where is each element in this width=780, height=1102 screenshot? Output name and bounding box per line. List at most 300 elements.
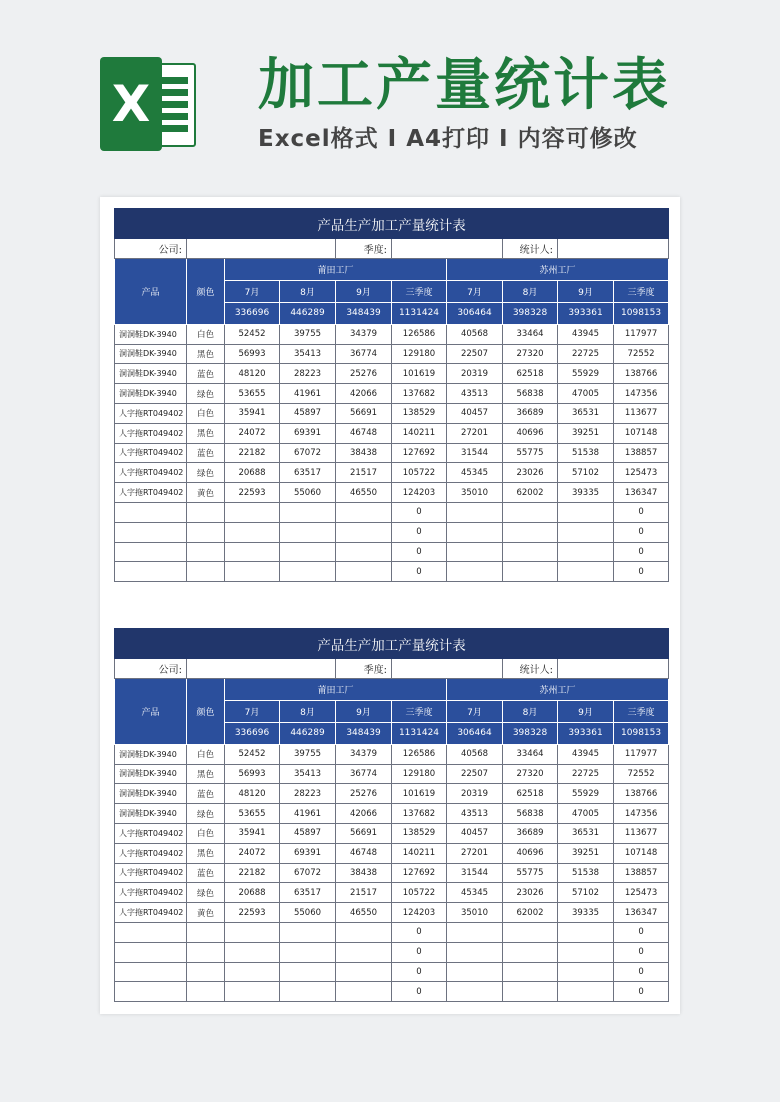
value-cell[interactable]: 62518 (503, 784, 558, 804)
header-month: 9月 (336, 700, 392, 722)
table-row (115, 384, 669, 404)
value-cell[interactable]: 22725 (558, 344, 614, 364)
value-cell[interactable]: 113677 (614, 823, 669, 843)
value-cell[interactable]: 33464 (503, 324, 558, 344)
value-cell[interactable]: 138529 (392, 823, 447, 843)
value-cell[interactable]: 27320 (503, 344, 558, 364)
product-cell[interactable] (115, 962, 187, 982)
value-cell[interactable] (503, 522, 558, 542)
value-cell[interactable]: 129180 (392, 764, 447, 784)
value-cell[interactable]: 72552 (614, 344, 669, 364)
value-cell[interactable]: 56838 (503, 384, 558, 404)
value-cell[interactable] (503, 982, 558, 1002)
product-cell[interactable]: 洞洞鞋DK-3940 (115, 744, 187, 764)
value-cell[interactable]: 51538 (558, 863, 614, 883)
value-cell[interactable]: 24072 (225, 843, 280, 863)
table-row (115, 502, 669, 522)
value-cell[interactable] (447, 922, 503, 942)
value-cell[interactable]: 34379 (336, 324, 392, 344)
value-cell[interactable] (503, 502, 558, 522)
table-row (115, 744, 669, 764)
banner (0, 0, 780, 190)
color-cell[interactable]: 绿色 (187, 804, 225, 824)
table-row (115, 982, 669, 1002)
color-cell[interactable]: 蓝色 (187, 863, 225, 883)
product-cell[interactable] (115, 942, 187, 962)
value-cell[interactable]: 35941 (225, 823, 280, 843)
value-cell[interactable]: 138857 (614, 443, 669, 463)
color-cell[interactable] (187, 522, 225, 542)
header-product: 产品 (115, 678, 187, 744)
value-cell[interactable]: 40457 (447, 403, 503, 423)
value-cell[interactable]: 138766 (614, 364, 669, 384)
color-cell[interactable]: 白色 (187, 744, 225, 764)
value-cell[interactable]: 0 (392, 962, 447, 982)
product-cell[interactable] (115, 542, 187, 562)
product-cell[interactable]: 人字拖RT049402 (115, 903, 187, 923)
product-cell[interactable]: 人字拖RT049402 (115, 403, 187, 423)
value-cell[interactable]: 105722 (392, 883, 447, 903)
value-cell[interactable]: 62002 (503, 483, 558, 503)
color-cell[interactable] (187, 502, 225, 522)
value-cell[interactable] (558, 922, 614, 942)
value-cell[interactable]: 36531 (558, 403, 614, 423)
page-title: 加工产量统计表 (258, 53, 671, 118)
value-cell[interactable]: 22593 (225, 483, 280, 503)
value-cell[interactable]: 55929 (558, 364, 614, 384)
value-cell[interactable]: 39251 (558, 843, 614, 863)
value-cell[interactable]: 48120 (225, 364, 280, 384)
value-cell[interactable]: 36531 (558, 823, 614, 843)
product-cell[interactable]: 人字拖RT049402 (115, 423, 187, 443)
value-cell[interactable]: 69391 (280, 423, 336, 443)
product-cell[interactable] (115, 502, 187, 522)
value-cell[interactable]: 25276 (336, 364, 392, 384)
value-cell[interactable]: 20688 (225, 463, 280, 483)
product-cell[interactable] (115, 522, 187, 542)
company-input[interactable] (187, 659, 336, 679)
color-cell[interactable] (187, 982, 225, 1002)
value-cell[interactable]: 40457 (447, 823, 503, 843)
stat-person-label: 统计人: (503, 659, 558, 679)
value-cell[interactable] (225, 962, 280, 982)
product-cell[interactable]: 人字拖RT049402 (115, 463, 187, 483)
value-cell[interactable]: 107148 (614, 423, 669, 443)
value-cell[interactable]: 0 (614, 562, 669, 582)
value-cell[interactable]: 0 (392, 982, 447, 1002)
value-cell[interactable] (503, 562, 558, 582)
product-cell[interactable]: 洞洞鞋DK-3940 (115, 784, 187, 804)
value-cell[interactable] (280, 542, 336, 562)
table-row (115, 483, 669, 503)
value-cell[interactable]: 38438 (336, 863, 392, 883)
product-cell[interactable]: 人字拖RT049402 (115, 823, 187, 843)
value-cell[interactable]: 0 (392, 502, 447, 522)
company-input[interactable] (187, 239, 336, 259)
header-month: 7月 (447, 280, 503, 302)
value-cell[interactable]: 0 (614, 922, 669, 942)
value-cell[interactable]: 45897 (280, 403, 336, 423)
value-cell[interactable]: 55060 (280, 483, 336, 503)
color-cell[interactable] (187, 922, 225, 942)
header-total: 1098153 (614, 302, 669, 324)
quarter-label: 季度: (336, 659, 392, 679)
product-cell[interactable]: 洞洞鞋DK-3940 (115, 384, 187, 404)
value-cell[interactable]: 35413 (280, 344, 336, 364)
color-cell[interactable] (187, 562, 225, 582)
value-cell[interactable]: 72552 (614, 764, 669, 784)
value-cell[interactable]: 124203 (392, 483, 447, 503)
value-cell[interactable] (225, 982, 280, 1002)
value-cell[interactable] (225, 922, 280, 942)
value-cell[interactable]: 20319 (447, 364, 503, 384)
value-cell[interactable]: 22593 (225, 903, 280, 923)
value-cell[interactable] (336, 502, 392, 522)
value-cell[interactable]: 22182 (225, 863, 280, 883)
company-label: 公司: (115, 659, 187, 679)
value-cell[interactable]: 0 (392, 542, 447, 562)
value-cell[interactable]: 125473 (614, 463, 669, 483)
value-cell[interactable]: 0 (392, 522, 447, 542)
value-cell[interactable]: 57102 (558, 883, 614, 903)
value-cell[interactable]: 23026 (503, 883, 558, 903)
value-cell[interactable]: 35941 (225, 403, 280, 423)
value-cell[interactable]: 101619 (392, 364, 447, 384)
value-cell[interactable] (447, 502, 503, 522)
value-cell[interactable]: 56691 (336, 403, 392, 423)
value-cell[interactable]: 52452 (225, 744, 280, 764)
color-cell[interactable]: 蓝色 (187, 443, 225, 463)
color-cell[interactable]: 绿色 (187, 883, 225, 903)
value-cell[interactable]: 127692 (392, 863, 447, 883)
value-cell[interactable] (558, 962, 614, 982)
value-cell[interactable]: 55775 (503, 863, 558, 883)
value-cell[interactable]: 27320 (503, 764, 558, 784)
header-product: 产品 (115, 258, 187, 324)
value-cell[interactable]: 27201 (447, 843, 503, 863)
value-cell[interactable]: 56838 (503, 804, 558, 824)
value-cell[interactable]: 22507 (447, 344, 503, 364)
color-cell[interactable]: 黑色 (187, 843, 225, 863)
value-cell[interactable] (225, 542, 280, 562)
value-cell[interactable]: 101619 (392, 784, 447, 804)
value-cell[interactable] (336, 562, 392, 582)
value-cell[interactable]: 57102 (558, 463, 614, 483)
value-cell[interactable]: 36689 (503, 823, 558, 843)
value-cell[interactable]: 124203 (392, 903, 447, 923)
value-cell[interactable] (447, 542, 503, 562)
product-cell[interactable]: 人字拖RT049402 (115, 843, 187, 863)
header-color: 颜色 (187, 678, 225, 744)
value-cell[interactable]: 35413 (280, 764, 336, 784)
value-cell[interactable]: 45897 (280, 823, 336, 843)
color-cell[interactable]: 黄色 (187, 483, 225, 503)
value-cell[interactable] (503, 922, 558, 942)
product-cell[interactable] (115, 982, 187, 1002)
value-cell[interactable] (503, 962, 558, 982)
value-cell[interactable] (280, 942, 336, 962)
value-cell[interactable]: 43513 (447, 384, 503, 404)
page-subtitle: Excel格式 I A4打印 I 内容可修改 (258, 126, 638, 152)
color-cell[interactable]: 绿色 (187, 463, 225, 483)
value-cell[interactable]: 0 (614, 962, 669, 982)
value-cell[interactable]: 36689 (503, 403, 558, 423)
product-cell[interactable]: 人字拖RT049402 (115, 883, 187, 903)
value-cell[interactable] (447, 942, 503, 962)
value-cell[interactable] (280, 962, 336, 982)
value-cell[interactable]: 0 (392, 942, 447, 962)
value-cell[interactable] (280, 522, 336, 542)
product-cell[interactable] (115, 922, 187, 942)
value-cell[interactable] (336, 982, 392, 1002)
value-cell[interactable]: 56691 (336, 823, 392, 843)
value-cell[interactable]: 0 (614, 942, 669, 962)
value-cell[interactable]: 0 (614, 542, 669, 562)
color-cell[interactable]: 蓝色 (187, 784, 225, 804)
header-color: 颜色 (187, 258, 225, 324)
company-label: 公司: (115, 239, 187, 259)
value-cell[interactable] (558, 522, 614, 542)
color-cell[interactable] (187, 942, 225, 962)
value-cell[interactable] (225, 562, 280, 582)
value-cell[interactable]: 67072 (280, 443, 336, 463)
value-cell[interactable]: 22507 (447, 764, 503, 784)
value-cell[interactable]: 22182 (225, 443, 280, 463)
value-cell[interactable]: 35010 (447, 483, 503, 503)
color-cell[interactable]: 黄色 (187, 903, 225, 923)
value-cell[interactable]: 105722 (392, 463, 447, 483)
value-cell[interactable]: 51538 (558, 443, 614, 463)
value-cell[interactable]: 0 (392, 562, 447, 582)
value-cell[interactable]: 43945 (558, 744, 614, 764)
value-cell[interactable]: 62518 (503, 364, 558, 384)
value-cell[interactable]: 56993 (225, 764, 280, 784)
value-cell[interactable]: 0 (614, 522, 669, 542)
value-cell[interactable] (558, 562, 614, 582)
value-cell[interactable]: 55929 (558, 784, 614, 804)
product-cell[interactable]: 洞洞鞋DK-3940 (115, 804, 187, 824)
value-cell[interactable]: 20319 (447, 784, 503, 804)
value-cell[interactable] (336, 922, 392, 942)
value-cell[interactable]: 41961 (280, 384, 336, 404)
header-factory-suzhou: 苏州工厂 (447, 258, 669, 280)
value-cell[interactable]: 0 (614, 982, 669, 1002)
value-cell[interactable]: 39251 (558, 423, 614, 443)
value-cell[interactable]: 36774 (336, 344, 392, 364)
value-cell[interactable]: 40696 (503, 423, 558, 443)
value-cell[interactable]: 47005 (558, 384, 614, 404)
value-cell[interactable]: 31544 (447, 863, 503, 883)
value-cell[interactable] (225, 522, 280, 542)
product-cell[interactable]: 洞洞鞋DK-3940 (115, 344, 187, 364)
product-cell[interactable]: 人字拖RT049402 (115, 863, 187, 883)
value-cell[interactable]: 137682 (392, 384, 447, 404)
value-cell[interactable] (503, 942, 558, 962)
color-cell[interactable]: 黑色 (187, 764, 225, 784)
value-cell[interactable]: 47005 (558, 804, 614, 824)
color-cell[interactable]: 白色 (187, 403, 225, 423)
value-cell[interactable]: 136347 (614, 483, 669, 503)
product-cell[interactable]: 人字拖RT049402 (115, 443, 187, 463)
value-cell[interactable]: 40568 (447, 324, 503, 344)
color-cell[interactable]: 黑色 (187, 344, 225, 364)
value-cell[interactable]: 147356 (614, 804, 669, 824)
statistics-table-2 (114, 628, 667, 1002)
value-cell[interactable] (280, 502, 336, 522)
value-cell[interactable]: 21517 (336, 463, 392, 483)
value-cell[interactable]: 39755 (280, 324, 336, 344)
header-total: 336696 (225, 302, 280, 324)
value-cell[interactable] (503, 542, 558, 562)
value-cell[interactable] (447, 982, 503, 1002)
header-month: 7月 (225, 280, 280, 302)
header-total: 398328 (503, 722, 558, 744)
value-cell[interactable]: 140211 (392, 423, 447, 443)
value-cell[interactable] (336, 542, 392, 562)
value-cell[interactable] (558, 982, 614, 1002)
value-cell[interactable]: 69391 (280, 843, 336, 863)
value-cell[interactable]: 129180 (392, 344, 447, 364)
value-cell[interactable] (447, 562, 503, 582)
value-cell[interactable]: 126586 (392, 324, 447, 344)
value-cell[interactable]: 138529 (392, 403, 447, 423)
value-cell[interactable]: 27201 (447, 423, 503, 443)
color-cell[interactable]: 黑色 (187, 423, 225, 443)
header-month: 7月 (225, 700, 280, 722)
header-factory-suzhou: 苏州工厂 (447, 678, 669, 700)
value-cell[interactable] (336, 962, 392, 982)
value-cell[interactable]: 127692 (392, 443, 447, 463)
quarter-input[interactable] (392, 659, 503, 679)
stat-person-input[interactable] (558, 659, 669, 679)
value-cell[interactable]: 41961 (280, 804, 336, 824)
value-cell[interactable]: 39335 (558, 483, 614, 503)
value-cell[interactable]: 23026 (503, 463, 558, 483)
value-cell[interactable]: 21517 (336, 883, 392, 903)
value-cell[interactable] (225, 942, 280, 962)
value-cell[interactable]: 137682 (392, 804, 447, 824)
value-cell[interactable] (280, 562, 336, 582)
value-cell[interactable] (280, 922, 336, 942)
value-cell[interactable]: 28223 (280, 784, 336, 804)
value-cell[interactable]: 55775 (503, 443, 558, 463)
value-cell[interactable]: 33464 (503, 744, 558, 764)
value-cell[interactable]: 35010 (447, 903, 503, 923)
value-cell[interactable] (225, 502, 280, 522)
value-cell[interactable]: 46550 (336, 483, 392, 503)
value-cell[interactable]: 52452 (225, 324, 280, 344)
value-cell[interactable]: 140211 (392, 843, 447, 863)
color-cell[interactable]: 蓝色 (187, 364, 225, 384)
value-cell[interactable]: 39335 (558, 903, 614, 923)
value-cell[interactable]: 136347 (614, 903, 669, 923)
color-cell[interactable] (187, 542, 225, 562)
value-cell[interactable]: 25276 (336, 784, 392, 804)
color-cell[interactable] (187, 962, 225, 982)
value-cell[interactable]: 34379 (336, 744, 392, 764)
value-cell[interactable]: 42066 (336, 804, 392, 824)
value-cell[interactable]: 0 (614, 502, 669, 522)
value-cell[interactable] (558, 542, 614, 562)
header-month: 三季度 (392, 700, 447, 722)
table-title: 产品生产加工产量统计表 (115, 629, 669, 659)
product-cell[interactable]: 洞洞鞋DK-3940 (115, 364, 187, 384)
stat-person-input[interactable] (558, 239, 669, 259)
value-cell[interactable]: 39755 (280, 744, 336, 764)
value-cell[interactable]: 56993 (225, 344, 280, 364)
value-cell[interactable]: 67072 (280, 863, 336, 883)
value-cell[interactable]: 138766 (614, 784, 669, 804)
value-cell[interactable] (336, 522, 392, 542)
value-cell[interactable]: 46748 (336, 843, 392, 863)
value-cell[interactable]: 43513 (447, 804, 503, 824)
value-cell[interactable] (336, 942, 392, 962)
value-cell[interactable]: 40568 (447, 744, 503, 764)
value-cell[interactable]: 28223 (280, 364, 336, 384)
value-cell[interactable]: 117977 (614, 324, 669, 344)
value-cell[interactable]: 22725 (558, 764, 614, 784)
value-cell[interactable]: 24072 (225, 423, 280, 443)
value-cell[interactable]: 113677 (614, 403, 669, 423)
value-cell[interactable]: 117977 (614, 744, 669, 764)
value-cell[interactable]: 45345 (447, 463, 503, 483)
value-cell[interactable]: 38438 (336, 443, 392, 463)
table-row (115, 562, 669, 582)
table-row (115, 522, 669, 542)
product-cell[interactable]: 洞洞鞋DK-3940 (115, 764, 187, 784)
value-cell[interactable]: 46748 (336, 423, 392, 443)
value-cell[interactable]: 63517 (280, 883, 336, 903)
product-cell[interactable] (115, 562, 187, 582)
table-title: 产品生产加工产量统计表 (115, 209, 669, 239)
table-row (115, 784, 669, 804)
color-cell[interactable]: 绿色 (187, 384, 225, 404)
value-cell[interactable]: 62002 (503, 903, 558, 923)
product-cell[interactable]: 洞洞鞋DK-3940 (115, 324, 187, 344)
value-cell[interactable] (447, 522, 503, 542)
value-cell[interactable] (558, 502, 614, 522)
value-cell[interactable]: 107148 (614, 843, 669, 863)
color-cell[interactable]: 白色 (187, 324, 225, 344)
value-cell[interactable]: 0 (392, 922, 447, 942)
value-cell[interactable]: 43945 (558, 324, 614, 344)
value-cell[interactable]: 138857 (614, 863, 669, 883)
value-cell[interactable]: 53655 (225, 384, 280, 404)
value-cell[interactable] (280, 982, 336, 1002)
value-cell[interactable]: 31544 (447, 443, 503, 463)
value-cell[interactable]: 40696 (503, 843, 558, 863)
value-cell[interactable]: 42066 (336, 384, 392, 404)
value-cell[interactable] (558, 942, 614, 962)
product-cell[interactable]: 人字拖RT049402 (115, 483, 187, 503)
value-cell[interactable]: 20688 (225, 883, 280, 903)
header-total: 348439 (336, 722, 392, 744)
value-cell[interactable]: 55060 (280, 903, 336, 923)
value-cell[interactable]: 147356 (614, 384, 669, 404)
value-cell[interactable]: 126586 (392, 744, 447, 764)
color-cell[interactable]: 白色 (187, 823, 225, 843)
value-cell[interactable]: 46550 (336, 903, 392, 923)
value-cell[interactable]: 125473 (614, 883, 669, 903)
table-row (115, 903, 669, 923)
value-cell[interactable]: 36774 (336, 764, 392, 784)
value-cell[interactable] (447, 962, 503, 982)
value-cell[interactable]: 48120 (225, 784, 280, 804)
value-cell[interactable]: 63517 (280, 463, 336, 483)
quarter-input[interactable] (392, 239, 503, 259)
value-cell[interactable]: 53655 (225, 804, 280, 824)
value-cell[interactable]: 45345 (447, 883, 503, 903)
